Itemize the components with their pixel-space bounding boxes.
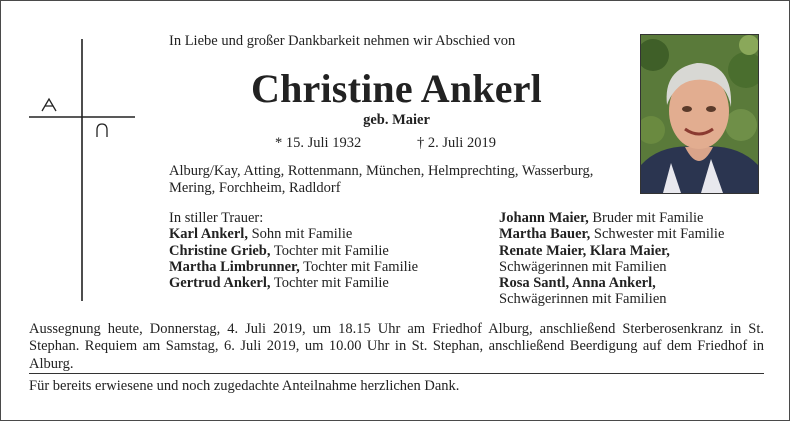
mourner-entry: Christine Grieb, Tochter mit Familie <box>169 242 389 259</box>
intro-line: In Liebe und großer Dankbarkeit nehmen wir Abschied von <box>169 33 516 49</box>
mourner-entry: Schwägerinnen mit Familien <box>499 291 667 308</box>
death-date: † 2. Juli 2019 <box>417 135 496 151</box>
birth-date: * 15. Juli 1932 <box>275 135 362 151</box>
alpha-omega-cross-icon <box>25 39 145 307</box>
mourners-left-column <box>169 210 418 291</box>
mourner-entry: Rosa Santl, Anna Ankerl, <box>499 275 656 292</box>
mourner-entry: Johann Maier, Bruder mit Familie <box>499 210 704 226</box>
mourner-entry: Martha Limbrunner, Tochter mit Familie <box>169 258 419 275</box>
mourners-heading: In stiller Trauer: <box>169 210 264 226</box>
mourner-entry: Karl Ankerl, Sohn mit Familie <box>169 226 353 243</box>
divider <box>29 373 764 374</box>
funeral-details: Aussegnung heute, Donnerstag, 4. Juli 2019, um 18.15 Uhr am Friedhof Alburg, anschließend Sterberosenkranz in St. Stephan. Requiem am Samstag, 6. Juli 2019, um 10.00 Uhr in St. Stephan, anschließend Beerdigung auf dem Friedhof in Alburg. <box>29 321 764 372</box>
thanks-line: Für bereits erwiesene und noch zugedachte Anteilnahme herzlichen Dank. <box>29 378 460 394</box>
mourner-entry: Renate Maier, Klara Maier, <box>499 242 670 259</box>
places-list: Alburg/Kay, Atting, Rottenmann, München, Helmprechting, Wasserburg, Mering, Forchheim, Radldorf <box>169 163 594 196</box>
mourner-entry: Gertrud Ankerl, Tochter mit Familie <box>169 275 389 292</box>
mourners-right-column <box>499 210 724 308</box>
deceased-name: Christine Ankerl <box>251 66 542 111</box>
mourner-entry: Martha Bauer, Schwester mit Familie <box>499 226 725 243</box>
portrait-photo <box>640 34 759 194</box>
birth-name: geb. Maier <box>363 112 430 128</box>
mourner-entry: Schwägerinnen mit Familien <box>499 258 667 275</box>
